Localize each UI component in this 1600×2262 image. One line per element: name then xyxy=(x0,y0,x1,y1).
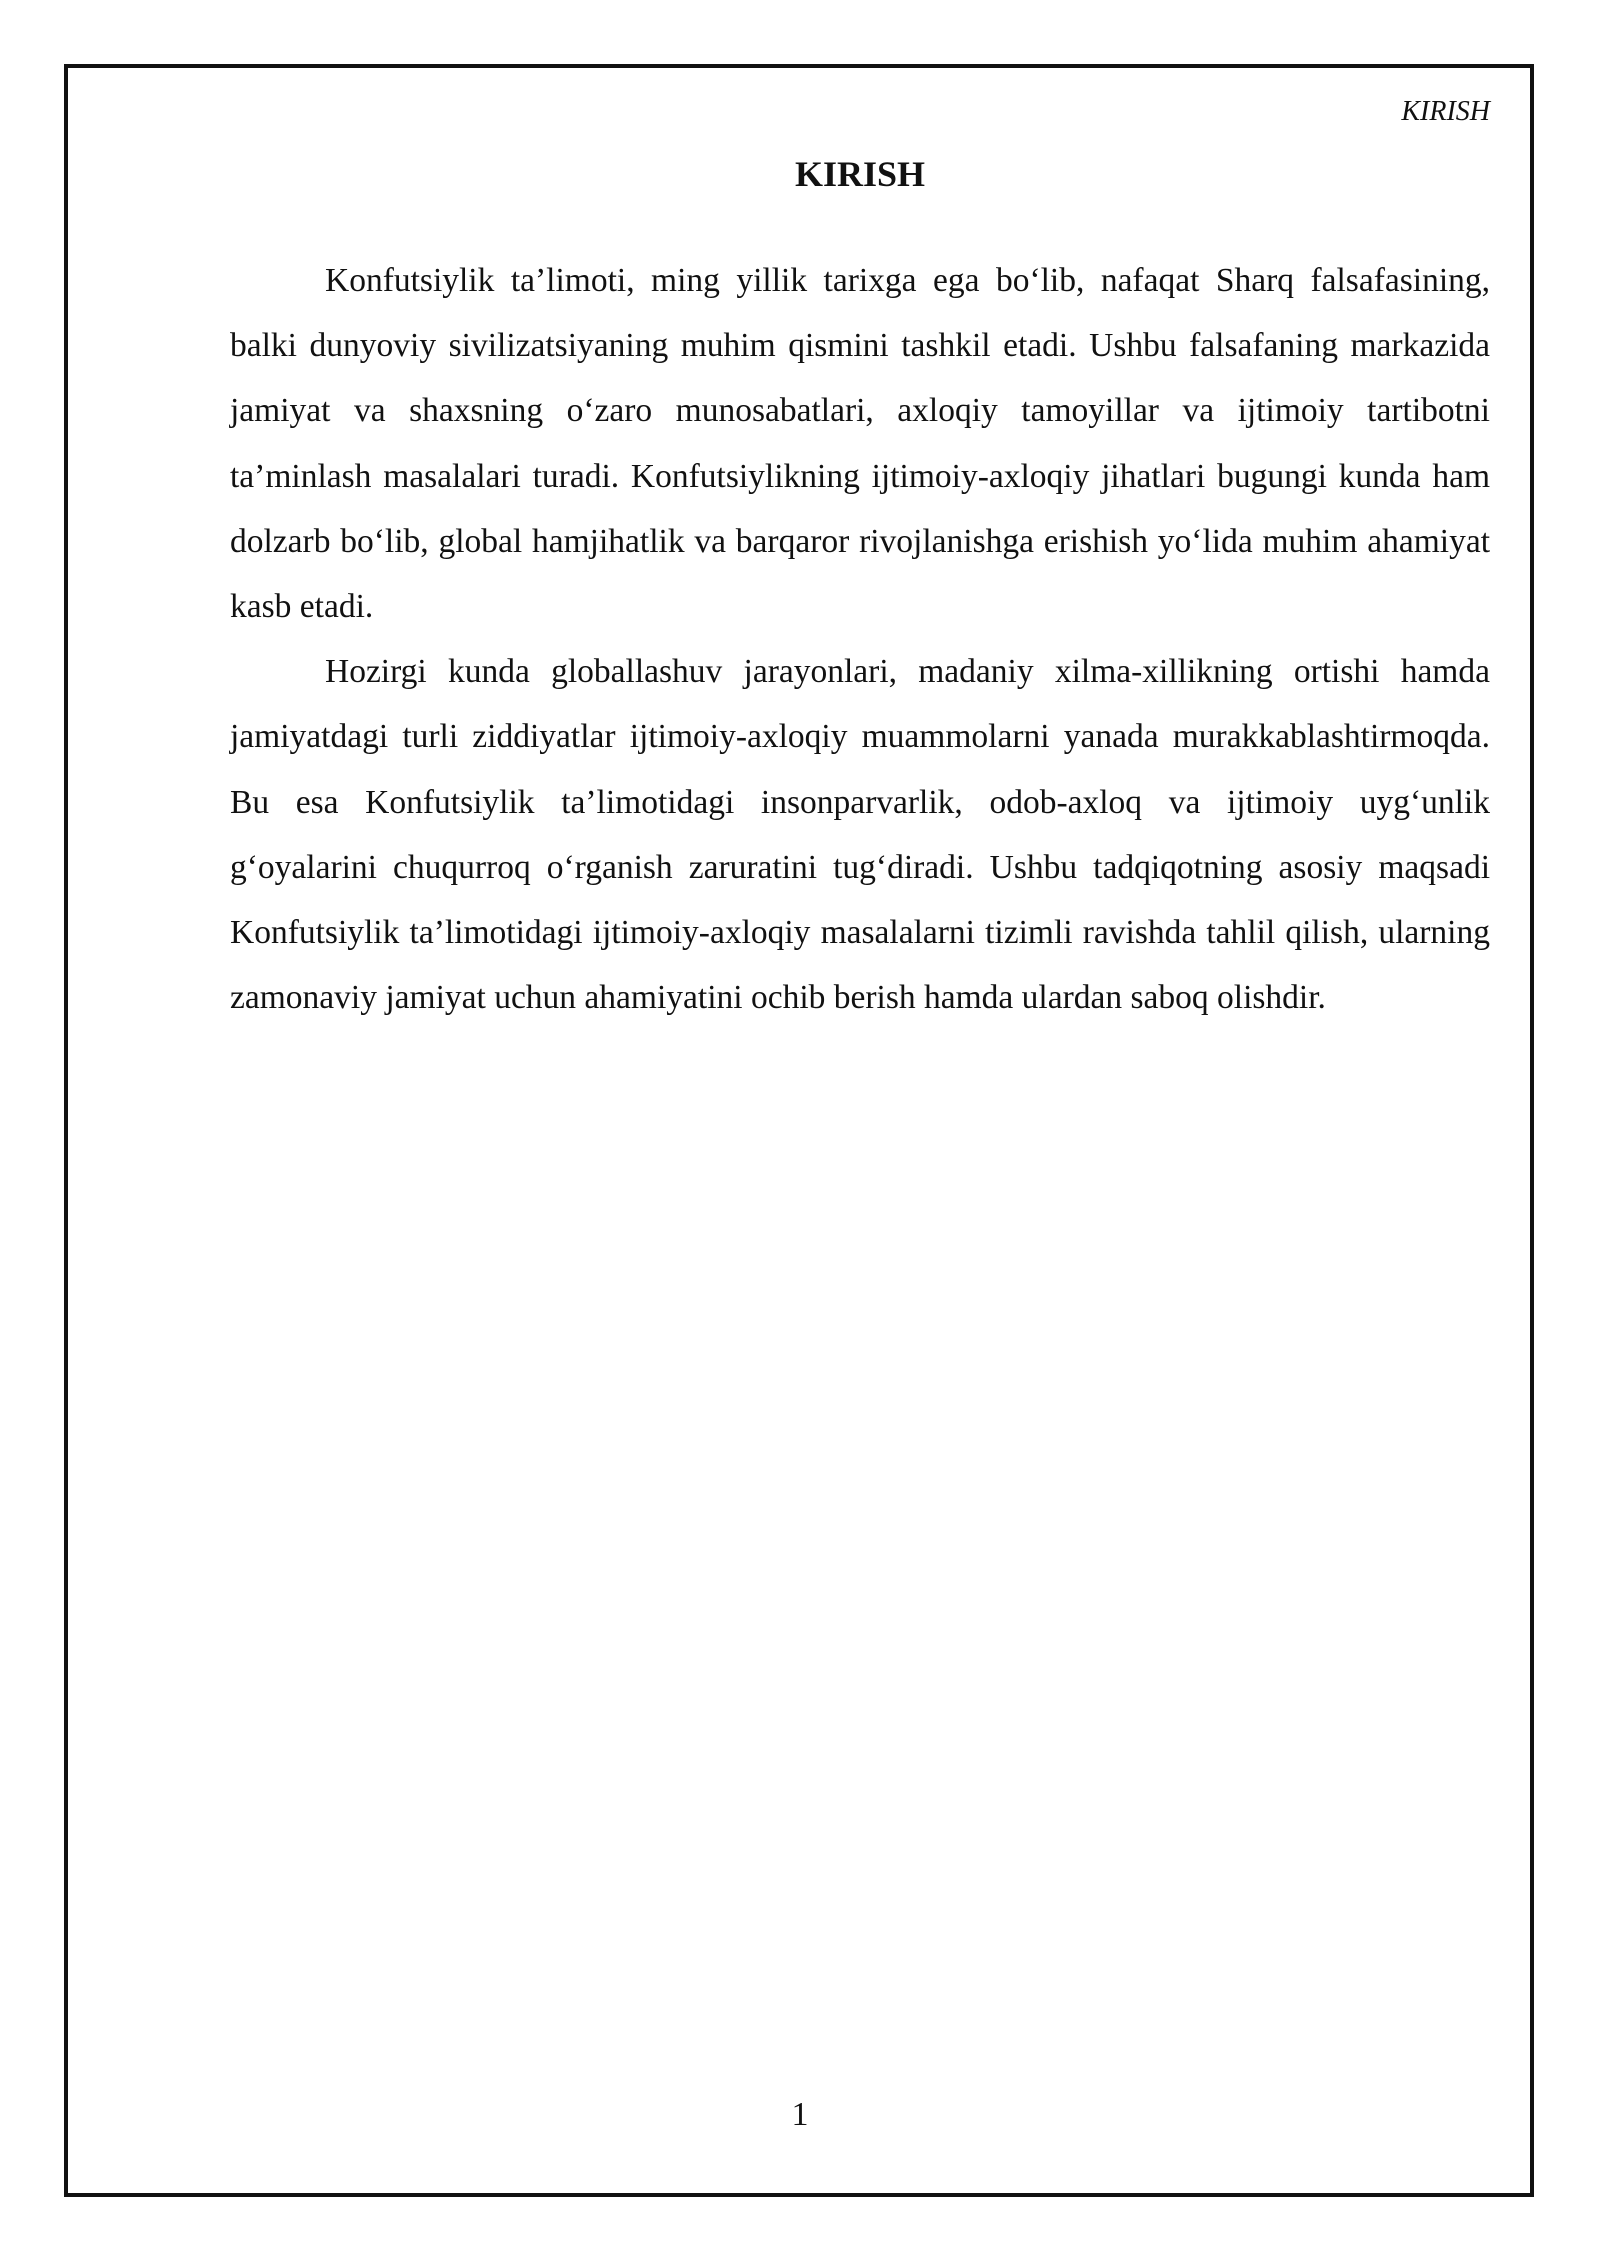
running-header: KIRISH xyxy=(1401,96,1490,127)
page-number: 1 xyxy=(791,2096,809,2133)
body-text xyxy=(230,248,1490,1030)
paragraph: Konfutsiylik ta’limoti, ming yillik tarixga ega bo‘lib, nafaqat Sharq falsafasining, balki dunyoviy sivilizatsiyaning muhim qismini tashkil etadi. Ushbu falsafaning markazida jamiyat va shaxsning o‘zaro munosabatlari, axloqiy tamoyillar va ijtimoiy tartibotni ta’minlash masalalari turadi. Konfutsiylikning ijtimoiy-axloqiy jihatlari bugungi kunda ham dolzarb bo‘lib, global hamjihatlik va barqaror rivojlanishga erishish yo‘lida muhim ahamiyat kasb etadi. xyxy=(230,262,1490,626)
paragraph: Hozirgi kunda globallashuv jarayonlari, madaniy xilma-xillikning ortishi hamda jamiyatdagi turli ziddiyatlar ijtimoiy-axloqiy muammolarni yanada murakkablashtirmoqda. Bu esa Konfutsiylik ta’limotidagi insonparvarlik, odob-axloq va ijtimoiy uyg‘unlik g‘oyalarini chuqurroq o‘rganish zaruratini tug‘diradi. Ushbu tadqiqotning asosiy maqsadi Konfutsiylik ta’limotidagi ijtimoiy-axloqiy masalalarni tizimli ravishda tahlil qilish, ularning zamonaviy jamiyat uchun ahamiyatini ochib berish hamda ulardan saboq olishdir. xyxy=(230,653,1490,1017)
section-title: KIRISH xyxy=(794,154,926,194)
